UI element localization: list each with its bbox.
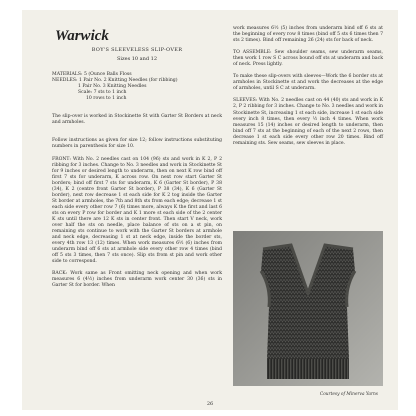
pattern-subtitle: BOY'S SLEEVELESS SLIP-OVER	[91, 47, 183, 53]
back-continued: work measures 6½ (5) inches from underarm bind off 6 sts at the beginning of every row 8 times (bind off 5 sts 6 times then 7 sts 2 times). Bind off remaining 26 (24) sts for back of neck.	[233, 26, 383, 44]
photo-credit: Courtesy of Minerva Yarns	[319, 392, 378, 397]
pattern-sizes: Sizes 10 and 12	[116, 56, 158, 63]
knitted-vest-image	[233, 231, 383, 386]
needles-line-2: 1 Pair No. 3 Knitting Needles	[78, 84, 147, 90]
vest-photo	[233, 231, 383, 386]
needles-line: NEEDLES: 1 Pair No. 2 Knitting Needles (for ribbing)	[52, 78, 178, 84]
pattern-title: Warwick	[55, 28, 109, 44]
instructions-note: Follow instructions as given for size 12; follow instructions substituting numbers in parenthesis for size 10.	[52, 138, 222, 150]
materials-block	[52, 72, 222, 102]
back-instructions: BACK: Work same as Front omitting neck opening and when work measures 6 (4½) inches from underarm work center 30 (36) sts in Garter St for border. When	[52, 271, 222, 289]
materials-line: MATERIALS: 5 (Ounce Balls Floss	[52, 72, 132, 78]
sleeves-instructions: SLEEVES: With No. 2 needles cast on 44 (40) sts and work in K 2, P 2 ribbing for 3 inches. Change to No. 3 needles and work in Stockinette St, increasing 1 st each side, increase 1 st each side every inch 8 times, then every ½ inch 4 times. When work measures 15 (14) inches or desired length to underarm, then bind off 7 sts at the beginning of each of the next 2 rows, then decrease 1 st each side every other row 20 times. Bind off remaining sts. Sew seams, sew sleeves in place.	[233, 98, 383, 146]
intro-paragraph: The slip-over is worked in Stockinette St with Garter St Borders at neck and armholes.	[52, 114, 222, 126]
scale-line: Scale: 7 sts to 1 inch	[78, 90, 127, 96]
page-number: 26	[206, 401, 214, 407]
pattern-page	[22, 10, 398, 410]
front-instructions: FRONT: With No. 2 needles cast on 104 (96) sts and work in K 2, P 2 ribbing for 3 inches. Change to No. 3 needles and work in Stockinette St for 9 inches or desired length to underarm, then on next K row bind off first 7 sts for underarm, K across row. On next row start Garter St borders; bind off first 7 sts for underarm, K 6 (Garter St border), P 38 (34), K 2 (centre front Garter St border), P 38 (34), K 6 (Garter St border), next row decrease 1 st each side for K 2 tog inside the Garter St border at armholes, the 7th and 8th sts from each edge; decrease 1 st each side every other row 7 (6) times more, always K the first and last 6 sts on every P row for border and K 1 more st each side of the 2 center K sts until there are 12 K sts in center front. Then start V neck, work over half the sts on needle, place balance of sts on a st pin, on remaining sts continue to work with the Garter St borders at armhole and neck edge, decreasing 1 st at neck edge, inside the border sts, every 4th row 13 (12) times. When work measures 6½ (6) inches from underarm bind off 6 sts at armhole side every other row 4 times (bind off 5 sts 3 times, then 7 sts once). Slip sts from st pin and work other side to correspond.	[52, 156, 222, 265]
left-column	[52, 28, 222, 296]
sleeves-variation: To make these slip-overs with sleeves—Work the 6 border sts at armholes in Stockinette st and work the decreases at the edge of armholes, until S C at underarm.	[233, 74, 383, 92]
rows-line: 10 rows to 1 inch	[86, 96, 127, 102]
assemble-instructions: TO ASSEMBLE: Sew shoulder seams, sew underarm seams, then work 1 row S C across bound off sts at underarm and back of neck. Press lightly.	[233, 50, 383, 68]
right-column	[233, 26, 383, 153]
